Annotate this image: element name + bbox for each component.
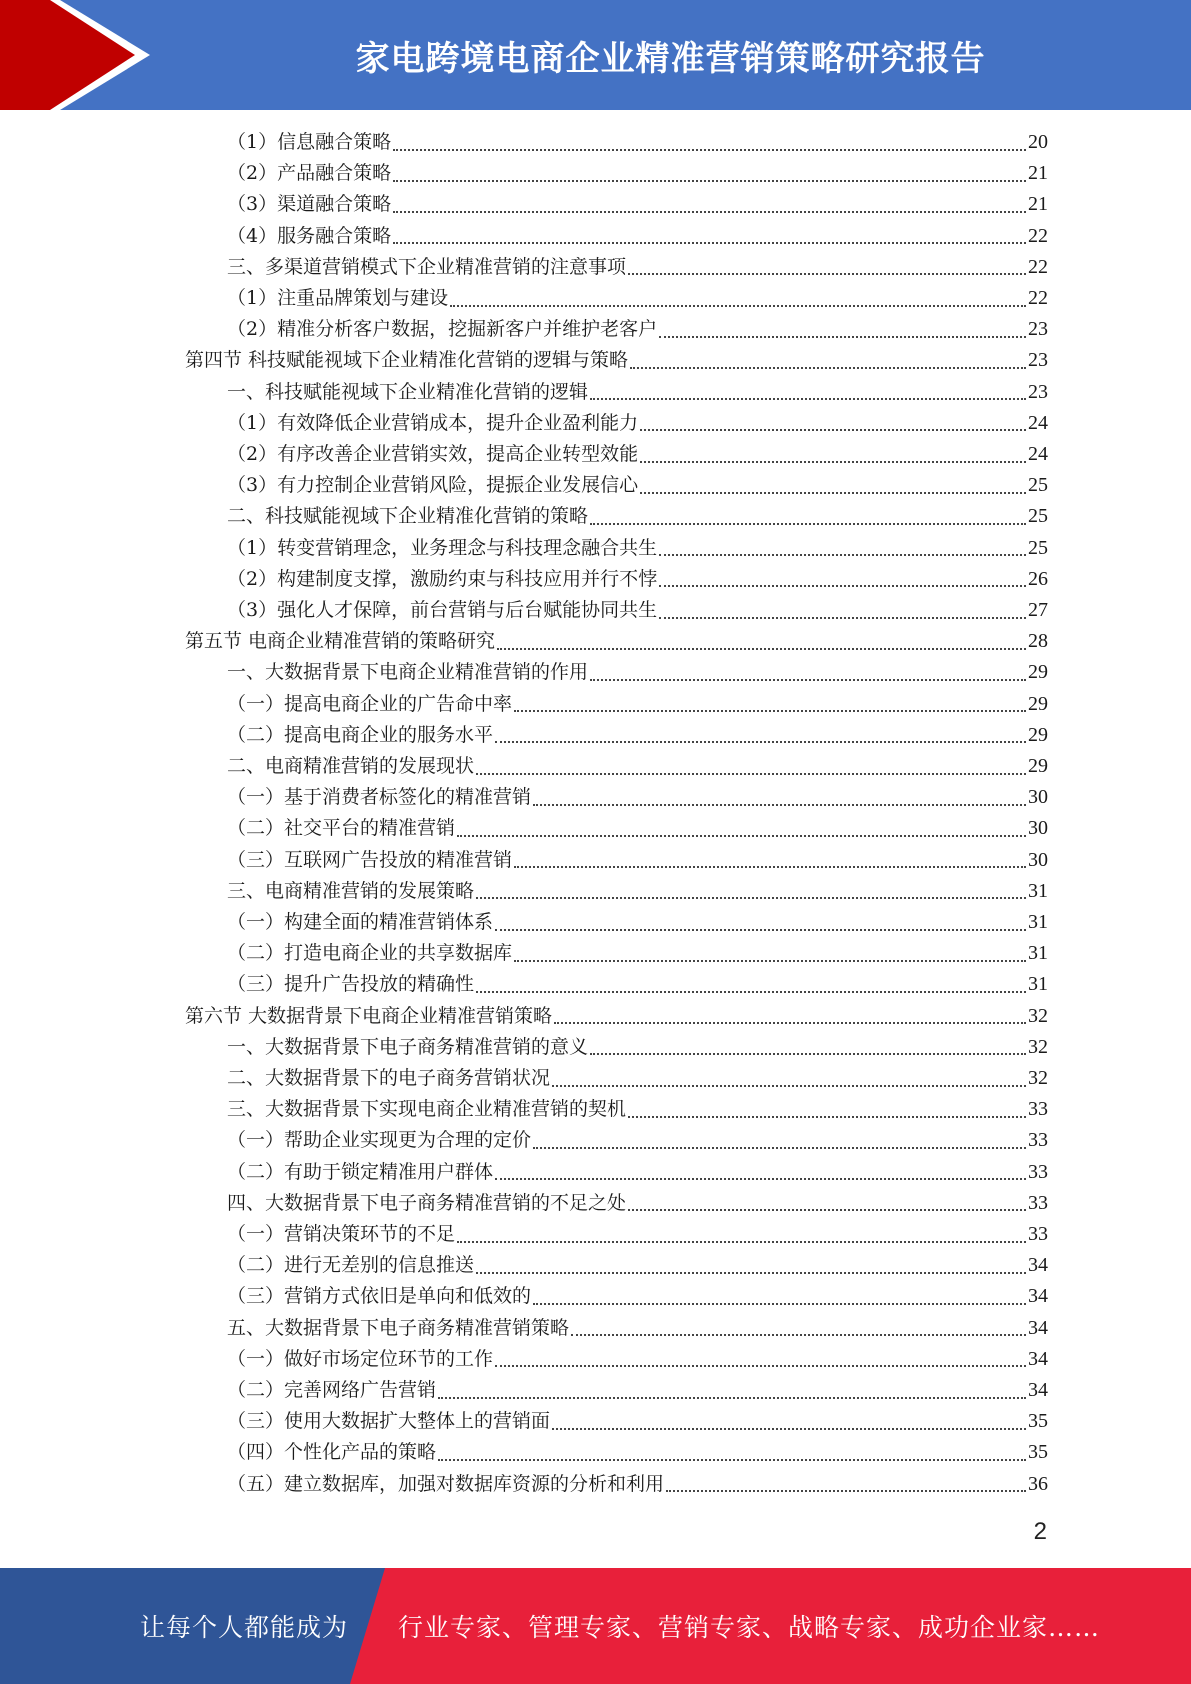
toc-leader-dots: [495, 1178, 1026, 1180]
toc-entry-page: 24: [1028, 443, 1048, 465]
toc-entry-page: 30: [1028, 817, 1048, 840]
toc-entry-title: （一）帮助企业实现更为合理的定价: [227, 1129, 532, 1152]
toc-entry[interactable]: [227, 408, 1048, 439]
toc-entry-title: 二、科技赋能视域下企业精准化营销的策略: [227, 505, 589, 528]
page-header: [0, 0, 1191, 110]
footer-slogan-left: 让每个人都能成为: [140, 1613, 349, 1642]
toc-entry-page: 33: [1028, 1129, 1048, 1152]
toc-entry-page: 22: [1028, 255, 1048, 278]
toc-leader-dots: [554, 1022, 1026, 1024]
toc-entry-page: 29: [1028, 661, 1048, 684]
toc-entry[interactable]: [227, 1469, 1048, 1500]
toc-entry[interactable]: [227, 907, 1048, 938]
toc-entry-page: 34: [1028, 1379, 1048, 1401]
toc-entry-title: （二）提高电商企业的服务水平: [227, 723, 494, 746]
toc-entry[interactable]: [227, 595, 1048, 626]
toc-entry[interactable]: [227, 377, 1048, 408]
toc-entry-page: 25: [1028, 474, 1048, 497]
toc-entry-title: （2）有序改善企业营销实效，提高企业转型效能: [227, 443, 639, 465]
toc-entry-page: 36: [1028, 1472, 1048, 1495]
toc-entry-page: 29: [1028, 692, 1048, 715]
toc-entry[interactable]: [227, 1188, 1048, 1219]
toc-entry-title: 一、科技赋能视域下企业精准化营销的逻辑: [227, 380, 589, 403]
toc-leader-dots: [628, 1209, 1026, 1211]
toc-leader-dots: [514, 866, 1026, 868]
toc-entry[interactable]: [227, 1375, 1048, 1406]
toc-entry-title: （一）构建全面的精准营销体系: [227, 911, 494, 933]
toc-entry[interactable]: [227, 470, 1048, 501]
toc-entry-page: 32: [1028, 1004, 1048, 1027]
toc-leader-dots: [666, 1490, 1026, 1492]
toc-entry-title: 四、大数据背景下电子商务精准营销的不足之处: [227, 1191, 627, 1214]
toc-entry-title: （三）提升广告投放的精确性: [227, 973, 475, 996]
toc-entry-title: （1）注重品牌策划与建设: [227, 287, 449, 309]
toc-entry[interactable]: [227, 782, 1048, 813]
toc-leader-dots: [659, 617, 1026, 619]
page-footer: [0, 1568, 1191, 1684]
toc-leader-dots: [450, 305, 1026, 307]
toc-entry-title: （三）互联网广告投放的精准营销: [227, 848, 513, 871]
toc-leader-dots: [393, 242, 1026, 244]
toc-leader-dots: [476, 897, 1026, 899]
toc-entry-title: （三）使用大数据扩大整体上的营销面: [227, 1410, 551, 1433]
toc-entry-page: 35: [1028, 1410, 1048, 1433]
toc-entry-title: （一）营销决策环节的不足: [227, 1223, 456, 1245]
toc-leader-dots: [590, 398, 1026, 400]
toc-entry[interactable]: [227, 283, 1048, 314]
toc-entry-page: 23: [1028, 318, 1048, 341]
toc-entry-title: 三、大数据背景下实现电商企业精准营销的契机: [227, 1098, 627, 1121]
toc-entry[interactable]: [227, 1344, 1048, 1375]
toc-leader-dots: [571, 1334, 1026, 1336]
toc-leader-dots: [495, 1365, 1026, 1367]
toc-leader-dots: [393, 180, 1026, 182]
toc-entry[interactable]: [227, 1094, 1048, 1125]
toc-entry-page: 33: [1028, 1160, 1048, 1183]
toc-leader-dots: [476, 773, 1026, 775]
toc-entry-title: 三、电商精准营销的发展策略: [227, 879, 475, 902]
toc-entry-page: 26: [1028, 567, 1048, 590]
toc-entry-page: 34: [1028, 1316, 1048, 1339]
toc-entry-page: 28: [1028, 630, 1048, 653]
toc-entry-page: 21: [1028, 162, 1048, 185]
toc-leader-dots: [457, 1241, 1026, 1243]
toc-entry[interactable]: [227, 221, 1048, 252]
toc-leader-dots: [495, 741, 1026, 743]
toc-entry[interactable]: [227, 1313, 1048, 1344]
toc-leader-dots: [590, 523, 1026, 525]
footer-slogan-right: 行业专家、管理专家、营销专家、战略专家、成功企业家……: [398, 1613, 1101, 1642]
toc-entry[interactable]: [227, 813, 1048, 844]
toc-entry-title: 二、大数据背景下的电子商务营销状况: [227, 1067, 551, 1089]
toc-leader-dots: [495, 929, 1026, 931]
toc-leader-dots: [659, 554, 1026, 556]
toc-leader-dots: [533, 1303, 1026, 1305]
toc-leader-dots: [476, 991, 1026, 993]
toc-entry[interactable]: [185, 626, 1048, 657]
toc-entry-title: （五）建立数据库，加强对数据库资源的分析和利用: [227, 1472, 665, 1495]
toc-entry-page: 31: [1028, 911, 1048, 933]
toc-entry-title: （二）社交平台的精准营销: [227, 817, 456, 840]
toc-leader-dots: [628, 273, 1026, 275]
toc-leader-dots: [659, 336, 1026, 338]
toc-entry[interactable]: [227, 1219, 1048, 1250]
toc-leader-dots: [640, 492, 1026, 494]
toc-entry[interactable]: [227, 720, 1048, 751]
toc-leader-dots: [514, 710, 1026, 712]
toc-entry-page: 27: [1028, 599, 1048, 621]
toc-entry-page: 31: [1028, 973, 1048, 996]
toc-entry-title: （二）打造电商企业的共享数据库: [227, 942, 513, 965]
toc-entry-page: 34: [1028, 1347, 1048, 1370]
toc-leader-dots: [476, 1272, 1026, 1274]
toc-leader-dots: [438, 1397, 1026, 1399]
toc-entry-page: 34: [1028, 1285, 1048, 1308]
toc-entry-title: （2）精准分析客户数据，挖掘新客户并维护老客户: [227, 318, 658, 341]
toc-leader-dots: [514, 960, 1026, 962]
toc-entry-title: （2）构建制度支撑，激励约束与科技应用并行不悖: [227, 567, 658, 590]
toc-entry[interactable]: [227, 938, 1048, 969]
toc-entry-title: （2）产品融合策略: [227, 162, 392, 185]
toc-entry-title: 一、大数据背景下电子商务精准营销的意义: [227, 1035, 589, 1058]
toc-leader-dots: [533, 1147, 1026, 1149]
toc-entry-title: （3）强化人才保障，前台营销与后台赋能协同共生: [227, 599, 658, 621]
toc-entry-page: 25: [1028, 536, 1048, 559]
toc-entry-title: （一）提高电商企业的广告命中率: [227, 692, 513, 715]
toc-entry-page: 30: [1028, 848, 1048, 871]
toc-entry[interactable]: [227, 657, 1048, 688]
toc-entry-page: 32: [1028, 1067, 1048, 1089]
toc-entry[interactable]: [227, 189, 1048, 220]
toc-entry[interactable]: [227, 314, 1048, 345]
toc-entry-page: 33: [1028, 1223, 1048, 1245]
toc-entry[interactable]: [227, 1250, 1048, 1281]
toc-entry-page: 21: [1028, 193, 1048, 216]
toc-entry[interactable]: [227, 1437, 1048, 1468]
document-title: 家电跨境电商企业精准营销策略研究报告: [355, 38, 986, 79]
toc-entry-title: （一）基于消费者标签化的精准营销: [227, 786, 532, 809]
toc-leader-dots: [552, 1085, 1026, 1087]
toc-entry[interactable]: [227, 1406, 1048, 1437]
toc-entry-page: 23: [1028, 380, 1048, 403]
toc-entry-title: （1）信息融合策略: [227, 131, 392, 153]
chevron-arrow-icon: [0, 0, 160, 110]
toc-leader-dots: [640, 429, 1026, 431]
toc-entry-title: （3）有力控制企业营销风险，提振企业发展信心: [227, 474, 639, 497]
toc-entry[interactable]: [227, 845, 1048, 876]
toc-leader-dots: [659, 585, 1026, 587]
toc-entry-title: （三）营销方式依旧是单向和低效的: [227, 1285, 532, 1308]
toc-entry-page: 35: [1028, 1441, 1048, 1464]
toc-leader-dots: [640, 461, 1026, 463]
page-number: 2: [1033, 1518, 1047, 1545]
toc-entry-page: 33: [1028, 1191, 1048, 1214]
toc-entry-title: （一）做好市场定位环节的工作: [227, 1347, 494, 1370]
toc-entry-page: 24: [1028, 411, 1048, 434]
toc-entry[interactable]: [227, 1281, 1048, 1312]
toc-entry-title: （4）服务融合策略: [227, 224, 392, 247]
toc-entry-title: 二、电商精准营销的发展现状: [227, 755, 475, 777]
toc-entry-page: 23: [1028, 349, 1048, 372]
toc-entry-page: 29: [1028, 755, 1048, 777]
toc-entry[interactable]: [185, 345, 1048, 376]
toc-entry[interactable]: [227, 533, 1048, 564]
toc-entry-title: （1）转变营销理念，业务理念与科技理念融合共生: [227, 536, 658, 559]
toc-entry[interactable]: [227, 501, 1048, 532]
toc-entry-page: 34: [1028, 1254, 1048, 1277]
toc-entry[interactable]: [227, 969, 1048, 1000]
toc-entry-page: 31: [1028, 879, 1048, 902]
toc-leader-dots: [393, 149, 1026, 151]
toc-leader-dots: [590, 1053, 1026, 1055]
toc-entry[interactable]: [227, 876, 1048, 907]
toc-entry-page: 22: [1028, 287, 1048, 309]
toc-entry-page: 22: [1028, 224, 1048, 247]
toc-entry-title: 一、大数据背景下电商企业精准营销的作用: [227, 661, 589, 684]
toc-entry-page: 33: [1028, 1098, 1048, 1121]
toc-entry-title: （二）进行无差别的信息推送: [227, 1254, 475, 1277]
toc-entry[interactable]: [227, 1125, 1048, 1156]
toc-leader-dots: [457, 835, 1026, 837]
toc-entry-page: 32: [1028, 1035, 1048, 1058]
toc-entry[interactable]: [227, 1157, 1048, 1188]
toc-leader-dots: [393, 211, 1026, 213]
toc-entry[interactable]: [227, 127, 1048, 158]
toc-entry-title: （3）渠道融合策略: [227, 193, 392, 216]
toc-entry[interactable]: [227, 689, 1048, 720]
toc-entry[interactable]: [185, 1001, 1048, 1032]
toc-leader-dots: [552, 1428, 1026, 1430]
toc-leader-dots: [590, 679, 1026, 681]
toc-leader-dots: [438, 1459, 1026, 1461]
toc-entry-title: 五、大数据背景下电子商务精准营销策略: [227, 1316, 570, 1339]
toc-entry-page: 20: [1028, 131, 1048, 153]
toc-leader-dots: [533, 804, 1026, 806]
toc-entry-title: （二）完善网络广告营销: [227, 1379, 437, 1401]
toc-entry[interactable]: [227, 1063, 1048, 1094]
toc-entry-page: 31: [1028, 942, 1048, 965]
toc-entry-title: （1）有效降低企业营销成本，提升企业盈利能力: [227, 411, 639, 434]
toc-entry-title: 第五节 电商企业精准营销的策略研究: [185, 630, 496, 653]
toc-entry[interactable]: [227, 252, 1048, 283]
toc-leader-dots: [628, 1116, 1026, 1118]
toc-leader-dots: [497, 648, 1026, 650]
toc-entry-title: （二）有助于锁定精准用户群体: [227, 1160, 494, 1183]
toc-entry[interactable]: [227, 1032, 1048, 1063]
toc-entry[interactable]: [227, 158, 1048, 189]
toc-entry-page: 25: [1028, 505, 1048, 528]
toc-entry-title: 第六节 大数据背景下电商企业精准营销策略: [185, 1004, 553, 1027]
toc-entry-page: 29: [1028, 723, 1048, 746]
toc-leader-dots: [630, 367, 1026, 369]
toc-entry[interactable]: [227, 751, 1048, 782]
toc-entry[interactable]: [227, 439, 1048, 470]
toc-entry-title: 第四节 科技赋能视域下企业精准化营销的逻辑与策略: [185, 349, 629, 372]
toc-entry-title: 三、多渠道营销模式下企业精准营销的注意事项: [227, 255, 627, 278]
toc-entry-page: 30: [1028, 786, 1048, 809]
toc-entry-title: （四）个性化产品的策略: [227, 1441, 437, 1464]
toc-entry[interactable]: [227, 564, 1048, 595]
